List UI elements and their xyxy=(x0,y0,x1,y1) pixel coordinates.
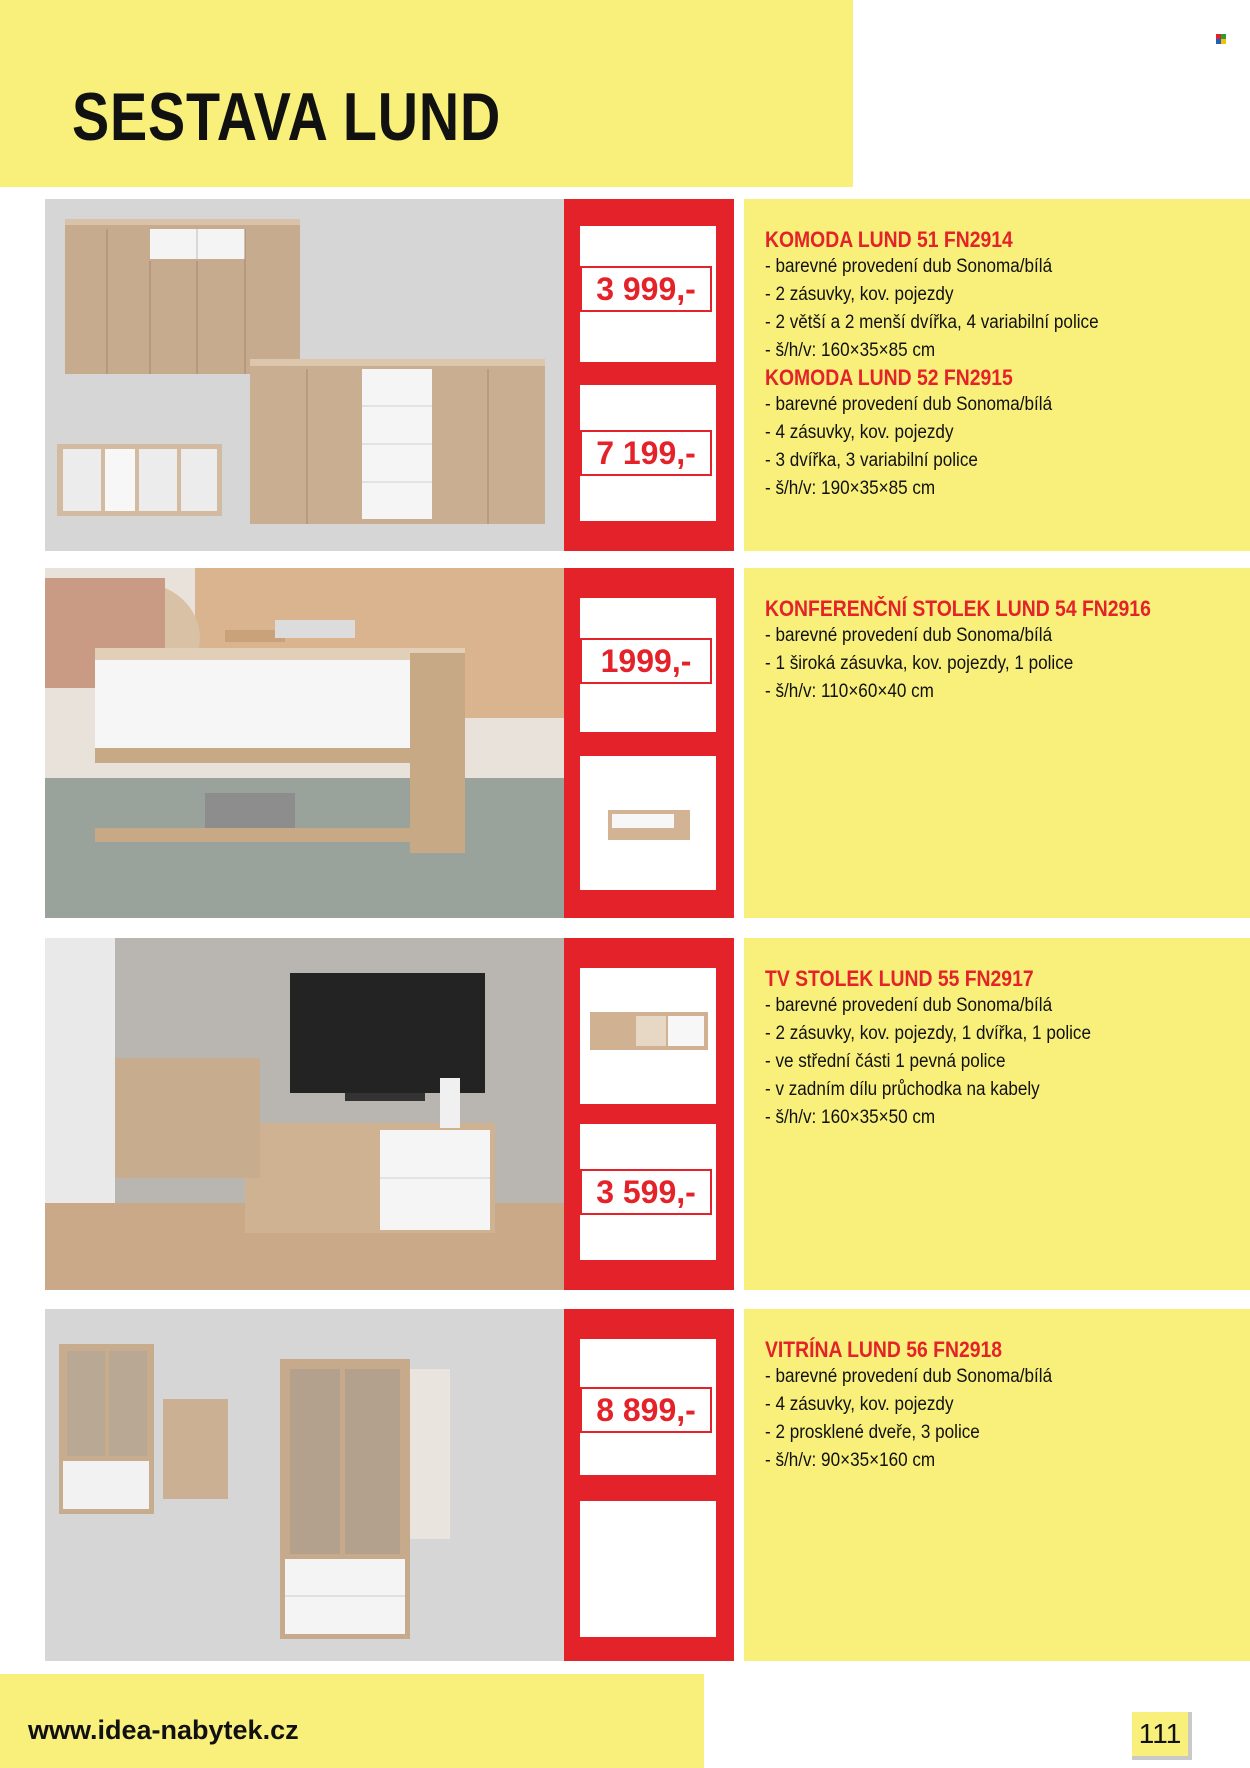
feature-item: - š/h/v: 160×35×50 cm xyxy=(765,1107,936,1128)
price-column xyxy=(564,568,734,918)
product-info-panel xyxy=(744,568,1250,918)
product-info-panel xyxy=(744,938,1250,1290)
price-tag: 3 999,- xyxy=(580,266,712,312)
feature-item: - barevné provedení dub Sonoma/bílá xyxy=(765,394,1053,415)
product-thumbnail xyxy=(580,756,716,890)
product-photo-vitrine xyxy=(45,1309,564,1661)
page-number: 111 xyxy=(1132,1712,1192,1760)
price-tag: 8 899,- xyxy=(580,1387,712,1433)
thumbnail-frame xyxy=(580,1501,716,1637)
product-info-panel xyxy=(744,1309,1250,1661)
feature-item: - 1 široká zásuvka, kov. pojezdy, 1 police xyxy=(765,653,1074,674)
feature-list xyxy=(765,391,1084,503)
feature-item: - barevné provedení dub Sonoma/bílá xyxy=(765,1366,1053,1387)
feature-item: - š/h/v: 110×60×40 cm xyxy=(765,681,934,702)
page-title: SESTAVA LUND xyxy=(72,79,502,155)
feature-item: - barevné provedení dub Sonoma/bílá xyxy=(765,625,1053,646)
price-column xyxy=(564,199,734,551)
product-photo-coffee-table xyxy=(45,568,564,918)
feature-item: - barevné provedení dub Sonoma/bílá xyxy=(765,256,1053,277)
product-name: TV STOLEK LUND 55 FN2917 xyxy=(765,966,1034,991)
feature-list xyxy=(765,622,1108,706)
feature-item: - 2 zásuvky, kov. pojezdy, 1 dvířka, 1 police xyxy=(765,1023,1091,1044)
price-tag: 3 599,- xyxy=(580,1169,712,1215)
product-photo-tv-stand xyxy=(45,938,564,1290)
product-section-tv-stand xyxy=(45,938,1250,1290)
feature-item: - 2 zásuvky, kov. pojezdy xyxy=(765,284,954,305)
price-tag: 7 199,- xyxy=(580,430,712,476)
feature-item: - 3 dvířka, 3 variabilní police xyxy=(765,450,978,471)
feature-item: - š/h/v: 160×35×85 cm xyxy=(765,340,936,361)
price-column xyxy=(564,1309,734,1661)
feature-item: - 2 prosklené dveře, 3 police xyxy=(765,1422,980,1443)
feature-item: - š/h/v: 90×35×160 cm xyxy=(765,1450,936,1471)
product-name: KOMODA LUND 51 FN2914 xyxy=(765,227,1013,252)
feature-item: - 2 větší a 2 menší dvířka, 4 variabilní police xyxy=(765,312,1099,333)
feature-item: - 4 zásuvky, kov. pojezdy xyxy=(765,422,954,443)
product-name: VITRÍNA LUND 56 FN2918 xyxy=(765,1337,1003,1362)
price-column xyxy=(564,938,734,1290)
product-section-vitrine xyxy=(45,1309,1250,1661)
product-section-komoda xyxy=(45,199,1250,551)
feature-item: - v zadním dílu průchodka na kabely xyxy=(765,1079,1040,1100)
feature-item: - ve střední části 1 pevná police xyxy=(765,1051,1006,1072)
feature-item: - š/h/v: 190×35×85 cm xyxy=(765,478,936,499)
product-info-panel xyxy=(744,199,1250,551)
brand-logo-icon xyxy=(1216,34,1226,44)
product-name: KONFERENČNÍ STOLEK LUND 54 FN2916 xyxy=(765,596,1151,621)
website-link[interactable]: www.idea-nabytek.cz xyxy=(28,1715,299,1745)
feature-item: - 4 zásuvky, kov. pojezdy xyxy=(765,1394,954,1415)
product-name: KOMODA LUND 52 FN2915 xyxy=(765,365,1013,390)
feature-item: - barevné provedení dub Sonoma/bílá xyxy=(765,995,1053,1016)
product-photo-komoda xyxy=(45,199,564,551)
feature-list xyxy=(765,992,1127,1132)
product-section-coffee-table xyxy=(45,568,1250,918)
feature-list xyxy=(765,1363,1084,1475)
product-thumbnail xyxy=(580,968,716,1104)
price-tag: 1999,- xyxy=(580,638,712,684)
feature-list xyxy=(765,253,1136,365)
